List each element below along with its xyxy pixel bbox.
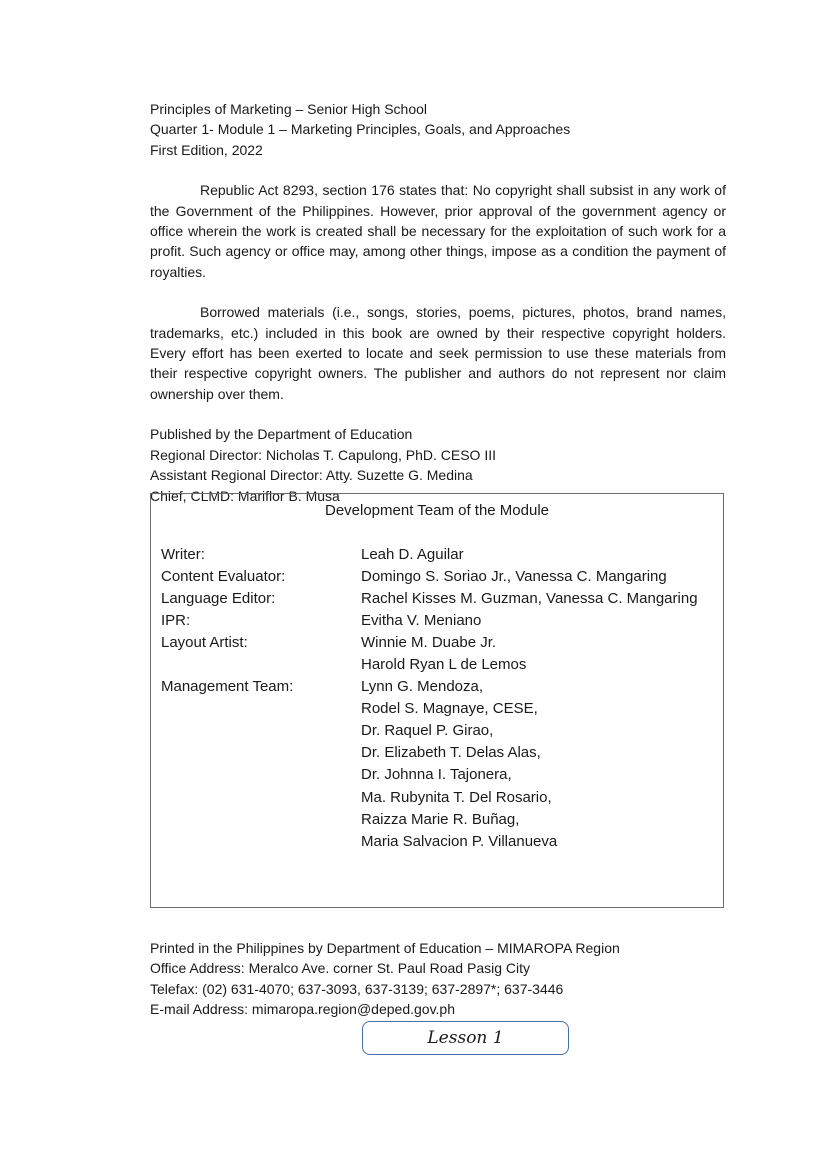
team-member: Leah D. Aguilar	[361, 546, 464, 563]
spacer	[150, 282, 726, 302]
regional-director: Regional Director: Nicholas T. Capulong, PhD. CESO III	[150, 446, 497, 463]
printing-info	[150, 938, 620, 1020]
team-member: Raizza Marie R. Buñag,	[361, 810, 520, 828]
team-row	[161, 764, 721, 786]
printed-in: Printed in the Philippines by Department of Education – MIMAROPA Region	[150, 940, 620, 956]
chief-clmd: Chief, CLMD: Mariflor B. Musa	[150, 487, 340, 504]
team-role	[161, 698, 361, 720]
team-row	[161, 676, 721, 698]
team-role	[161, 831, 361, 853]
assistant-regional-director: Assistant Regional Director: Atty. Suzette G. Medina	[150, 467, 473, 484]
team-member: Rachel Kisses M. Guzman, Vanessa C. Mangaring	[361, 590, 698, 608]
publisher: Published by the Department of Education	[150, 426, 413, 443]
module-title: Quarter 1- Module 1 – Marketing Principles, Goals, and Approaches	[150, 121, 571, 138]
spacer	[150, 160, 726, 180]
team-row	[161, 588, 721, 610]
team-row	[161, 544, 721, 566]
office-address: Office Address: Meralco Ave. corner St. Paul Road Pasig City	[150, 960, 530, 977]
team-member: Dr. Raquel P. Girao,	[361, 722, 494, 740]
team-role: Management Team:	[161, 678, 294, 696]
team-role: IPR:	[161, 612, 191, 630]
team-role	[161, 742, 361, 764]
team-role: Writer:	[161, 546, 205, 563]
title-block	[150, 99, 726, 160]
team-role	[161, 654, 361, 676]
lesson-1-button[interactable]: Lesson 1	[362, 1021, 569, 1055]
team-role	[161, 720, 361, 742]
edition: First Edition, 2022	[150, 141, 263, 158]
team-row	[161, 809, 721, 831]
team-row	[161, 742, 721, 764]
copyright-paragraph: Republic Act 8293, section 176 states that: No copyright shall subsist in any work of the Government of the Philippines. However, prior approval of the government agency or office wherein the work is created shall be necessary for the exploitation of such work for a profit. Such agency or office may, among other things, impose as a condition the payment of royalties.	[150, 182, 726, 280]
team-member: Ma. Rubynita T. Del Rosario,	[361, 788, 552, 806]
team-title: Development Team of the Module	[324, 502, 550, 519]
borrowed-materials-paragraph: Borrowed materials (i.e., songs, stories, poems, pictures, photos, brand names, trademarks, etc.) included in this book are owned by their respective copyright holders. Every effort has been exerted to locate and seek permission to use these materials from their respective copyright owners. The publisher and authors do not represent nor claim ownership over them.	[150, 304, 726, 402]
team-role: Layout Artist:	[161, 634, 248, 652]
team-role	[161, 787, 361, 809]
team-member: Domingo S. Soriao Jr., Vanessa C. Mangaring	[361, 568, 667, 586]
team-list	[161, 544, 721, 853]
team-member: Harold Ryan L de Lemos	[361, 656, 527, 674]
team-member: Evitha V. Meniano	[361, 612, 482, 630]
team-row	[161, 787, 721, 809]
team-member: Maria Salvacion P. Villanueva	[361, 832, 558, 850]
team-row	[161, 698, 721, 720]
team-row	[161, 632, 721, 654]
team-row	[161, 610, 721, 632]
team-member: Lynn G. Mendoza,	[361, 678, 484, 696]
team-row	[161, 654, 721, 676]
module-subject: Principles of Marketing – Senior High School	[150, 101, 428, 117]
team-role: Language Editor:	[161, 590, 276, 608]
team-row	[161, 566, 721, 588]
team-member: Rodel S. Magnaye, CESE,	[361, 700, 538, 718]
team-row	[161, 831, 721, 853]
team-member: Dr. Johnna I. Tajonera,	[361, 766, 512, 784]
team-member: Dr. Elizabeth T. Delas Alas,	[361, 744, 541, 762]
spacer	[150, 404, 726, 424]
telefax: Telefax: (02) 631-4070; 637-3093, 637-3139; 637-2897*; 637-3446	[150, 980, 564, 997]
team-member: Winnie M. Duabe Jr.	[361, 634, 497, 652]
development-team-box	[150, 493, 724, 908]
email-address: E-mail Address: mimaropa.region@deped.gov.ph	[150, 1001, 455, 1018]
team-role	[161, 809, 361, 831]
document-body	[150, 99, 726, 506]
team-role: Content Evaluator:	[161, 568, 286, 586]
team-row	[161, 720, 721, 742]
team-role	[161, 764, 361, 786]
